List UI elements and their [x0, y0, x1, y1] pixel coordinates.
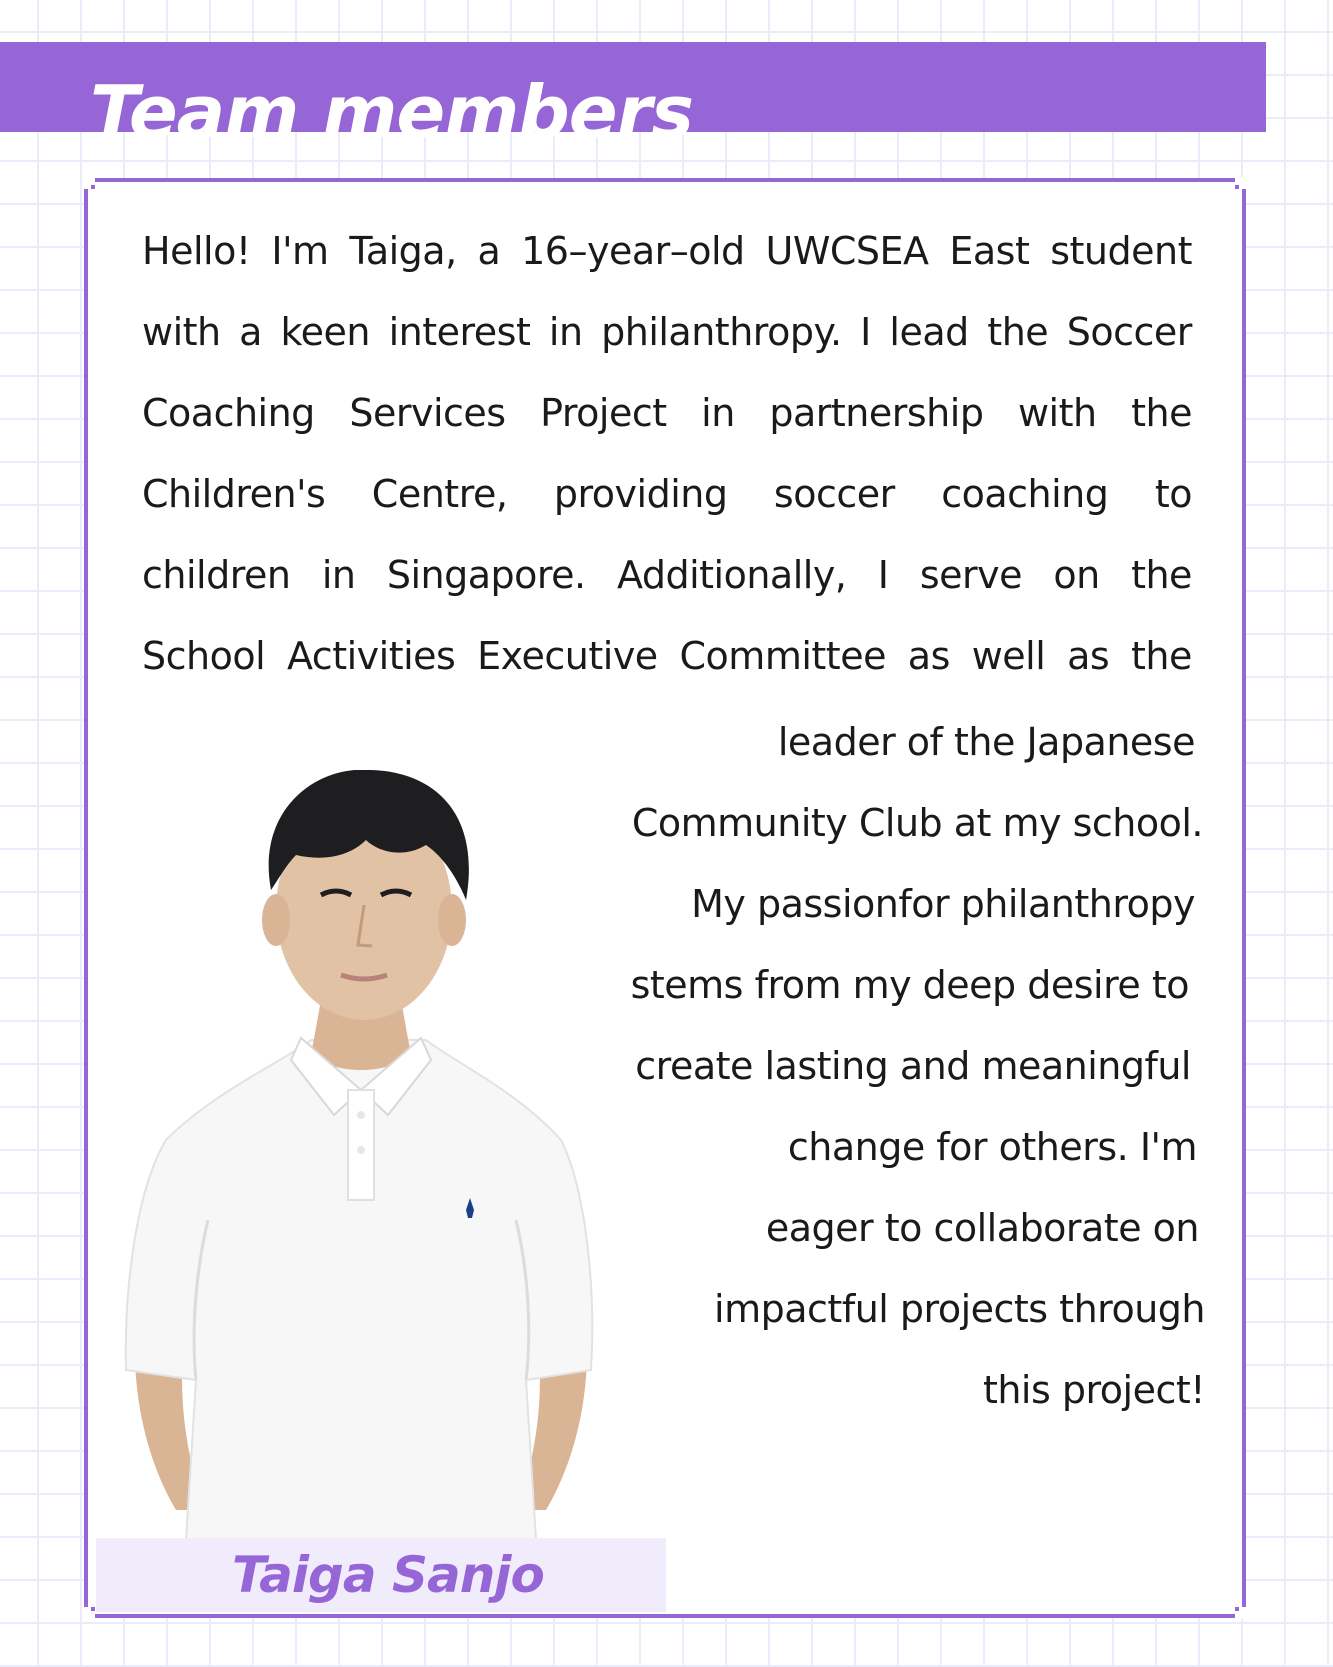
bio-word: with [1017, 391, 1097, 435]
bio-word: I [860, 310, 871, 354]
bio-word: interest [388, 310, 531, 354]
member-name: Taiga Sanjo [232, 1546, 544, 1604]
bio-word: Committee [679, 634, 886, 678]
bio-word: student [1050, 229, 1192, 273]
bio-word: with [142, 310, 221, 354]
bio-word: as [907, 634, 950, 678]
bio-word: Soccer [1066, 310, 1192, 354]
bio-line: this project! [982, 1368, 1205, 1412]
bio-word: serve [919, 553, 1022, 597]
bio-word: School [142, 634, 266, 678]
bio-line: My passionfor philanthropy [691, 882, 1195, 926]
bio-word: Coaching [142, 391, 315, 435]
bio-word: providing [553, 472, 728, 516]
bio-word: East [949, 229, 1030, 273]
bio-line: impactful projects through [714, 1287, 1205, 1331]
bio-word: on [1053, 553, 1100, 597]
bio-line: stems from my deep desire to [630, 963, 1189, 1007]
bio-line: change for others. I'm [787, 1125, 1197, 1169]
name-plate [96, 1538, 666, 1612]
bio-word: keen [280, 310, 371, 354]
bio-line: create lasting and meaningful [635, 1044, 1191, 1088]
card-corner [83, 1607, 95, 1619]
title-banner [0, 42, 1266, 154]
bio-word: the [1131, 553, 1192, 597]
bio-word: Project [540, 391, 667, 435]
bio-word: coaching [941, 472, 1109, 516]
bio-word: Hello! [142, 229, 251, 273]
bio-line [142, 553, 1192, 597]
member-photo [96, 770, 626, 1540]
bio-line [142, 391, 1192, 435]
bio-word: Activities [286, 634, 456, 678]
bio-word: Children's [142, 472, 326, 516]
page-title: Team members [90, 70, 693, 154]
bio-word: a [477, 229, 501, 273]
bio-word: to [1154, 472, 1192, 516]
bio-word: 16–year–old [521, 229, 745, 273]
bio-word: the [1131, 391, 1192, 435]
bio-word: UWCSEA [765, 229, 929, 273]
bio-word: Taiga, [349, 229, 457, 273]
bio-word: I'm [271, 229, 329, 273]
bio-word: Centre, [371, 472, 508, 516]
bio-word: Services [349, 391, 506, 435]
bio-line [142, 472, 1192, 516]
bio-word: a [239, 310, 262, 354]
bio-word: Executive [477, 634, 658, 678]
bio-word: in [701, 391, 735, 435]
bio-line [142, 229, 1192, 273]
bio-word: in [548, 310, 583, 354]
bio-line [142, 634, 1192, 678]
card-corner [83, 177, 95, 189]
bio-word: the [1131, 634, 1192, 678]
card-corner [1235, 177, 1247, 189]
bio-word: philanthropy. [601, 310, 842, 354]
card-corner [1235, 1607, 1247, 1619]
bio-word: well [971, 634, 1046, 678]
bio-word: partnership [769, 391, 984, 435]
bio-line: eager to collaborate on [765, 1206, 1199, 1250]
bio-word: I [877, 553, 889, 597]
bio-word: in [321, 553, 356, 597]
bio-word: Additionally, [617, 553, 847, 597]
bio-line [142, 310, 1192, 354]
bio-word: soccer [773, 472, 895, 516]
bio-word: lead [889, 310, 969, 354]
bio-word: the [987, 310, 1049, 354]
bio-line: Community Club at my school. [631, 801, 1203, 845]
bio-word: children [142, 553, 291, 597]
bio-word: as [1067, 634, 1110, 678]
bio-line: leader of the Japanese [777, 720, 1195, 764]
bio-word: Singapore. [386, 553, 586, 597]
